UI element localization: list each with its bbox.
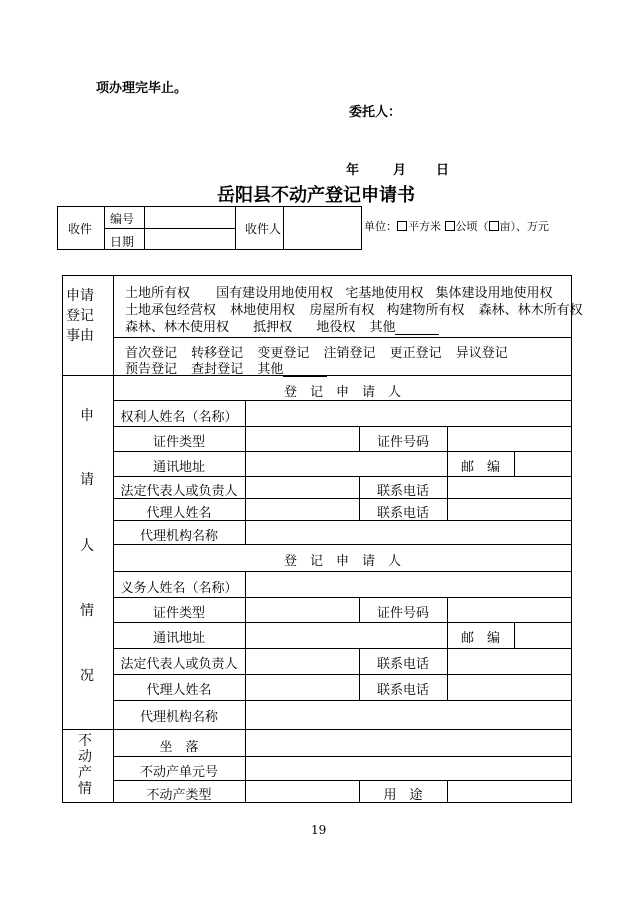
property-type-field[interactable] (247, 782, 357, 801)
property-type-label: 不动产类型 (146, 788, 212, 803)
right-forest-use[interactable]: 森林、林木使用权 (125, 320, 230, 335)
applicant-side-5: 况 (80, 668, 94, 684)
right-house-ownership[interactable]: 房屋所有权 (309, 303, 375, 318)
date-day: 日 (436, 163, 450, 178)
id-number-field-1[interactable] (449, 428, 570, 449)
right-structure-ownership[interactable]: 构建物所有权 (386, 303, 465, 318)
type-objection-registration[interactable]: 异议登记 (455, 346, 508, 361)
consignor-label: 委托人： (349, 105, 402, 120)
rights-holder-name-label: 权利人姓名（名称） (120, 410, 238, 425)
id-type-label-2: 证件类型 (152, 606, 205, 621)
types-row-2 (125, 358, 327, 377)
date-month: 月 (393, 163, 407, 178)
continued-text: 项办理完毕止。 (96, 81, 188, 96)
receipt-date-label: 日期 (110, 235, 135, 249)
matter-label: 申请 登记 事由 (66, 288, 94, 344)
right-other-blank[interactable] (395, 323, 439, 335)
postcode-label-2: 邮 编 (460, 631, 500, 646)
applicant-header-1: 登 记 申 请 人 (283, 385, 401, 400)
agent-name-label-2: 代理人姓名 (146, 683, 212, 698)
usage-field[interactable] (449, 782, 570, 801)
id-type-label-1: 证件类型 (152, 435, 205, 450)
type-transfer-registration[interactable]: 转移登记 (191, 346, 244, 361)
right-mortgage[interactable]: 抵押权 (253, 320, 293, 335)
right-forest-land-use[interactable]: 林地使用权 (230, 303, 296, 318)
page-title: 岳阳县不动产登记申请书 (217, 185, 415, 206)
right-homestead[interactable]: 宅基地使用权 (345, 286, 424, 301)
applicant-header-2: 登 记 申 请 人 (283, 554, 401, 569)
legal-rep-label-1: 法定代表人或负责人 (120, 484, 238, 499)
right-land-contract[interactable]: 土地承包经营权 (125, 303, 217, 318)
checkbox-sqm[interactable] (397, 221, 407, 231)
agent-org-label-1: 代理机构名称 (139, 529, 218, 544)
type-other[interactable]: 其他 (257, 362, 284, 377)
type-other-blank[interactable] (283, 365, 327, 377)
right-collective-construction-land[interactable]: 集体建设用地使用权 (435, 286, 553, 301)
date-year: 年 (346, 163, 360, 178)
type-change-registration[interactable]: 变更登记 (257, 346, 310, 361)
checkbox-mu[interactable] (489, 221, 499, 231)
right-other[interactable]: 其他 (369, 320, 396, 335)
rights-holder-name-field[interactable] (247, 402, 570, 424)
unit-number-field[interactable] (247, 758, 570, 778)
usage-label: 用 途 (383, 788, 423, 803)
applicant-side-4: 情 (80, 603, 94, 619)
page-number: 19 (311, 823, 327, 837)
address-label-1: 通讯地址 (152, 460, 205, 475)
applicant-side-2: 请 (80, 472, 94, 488)
id-type-field-1[interactable] (247, 428, 357, 449)
legal-rep-label-2: 法定代表人或负责人 (120, 657, 238, 672)
id-number-label-1: 证件号码 (376, 435, 429, 450)
phone-label-1a: 联系电话 (376, 484, 429, 499)
type-advance-registration[interactable]: 预告登记 (125, 362, 178, 377)
unit-number-label: 不动产单元号 (139, 765, 218, 780)
obligor-name-label: 义务人姓名（名称） (120, 581, 238, 596)
type-first-registration[interactable]: 首次登记 (125, 346, 178, 361)
postcode-label-1: 邮 编 (460, 460, 500, 475)
right-easement[interactable]: 地役权 (316, 320, 356, 335)
property-side-label: 不 动 产 情 (78, 733, 92, 797)
receipt-number-label: 编号 (110, 212, 135, 226)
location-label: 坐 落 (159, 740, 199, 755)
receipt-label: 收件 (68, 222, 93, 236)
agent-org-label-2: 代理机构名称 (139, 710, 218, 725)
phone-label-2a: 联系电话 (376, 657, 429, 672)
type-cancel-registration[interactable]: 注销登记 (323, 346, 376, 361)
phone-label-1b: 联系电话 (376, 506, 429, 521)
postcode-field-1[interactable] (516, 453, 570, 474)
area-unit-note: 单位： 平方米 公顷（ 亩）、万元 (364, 220, 549, 233)
receiver-label: 收件人 (245, 222, 282, 236)
type-correction-registration[interactable]: 更正登记 (389, 346, 442, 361)
right-state-construction-land[interactable]: 国有建设用地使用权 (216, 286, 334, 301)
right-land-ownership[interactable]: 土地所有权 (125, 286, 191, 301)
address-field-1[interactable] (247, 453, 445, 474)
address-label-2: 通讯地址 (152, 631, 205, 646)
type-seizure-registration[interactable]: 查封登记 (191, 362, 244, 377)
obligor-name-field[interactable] (247, 573, 570, 595)
right-forest-ownership[interactable]: 森林、林木所有权 (478, 303, 583, 318)
phone-label-2b: 联系电话 (376, 683, 429, 698)
applicant-side-3: 人 (80, 538, 94, 554)
applicant-side-1: 申 (80, 408, 94, 424)
id-number-label-2: 证件号码 (376, 606, 429, 621)
rights-row-3 (125, 316, 439, 335)
checkbox-hectare[interactable] (445, 221, 455, 231)
agent-name-label-1: 代理人姓名 (146, 506, 212, 521)
location-field[interactable] (247, 731, 570, 754)
